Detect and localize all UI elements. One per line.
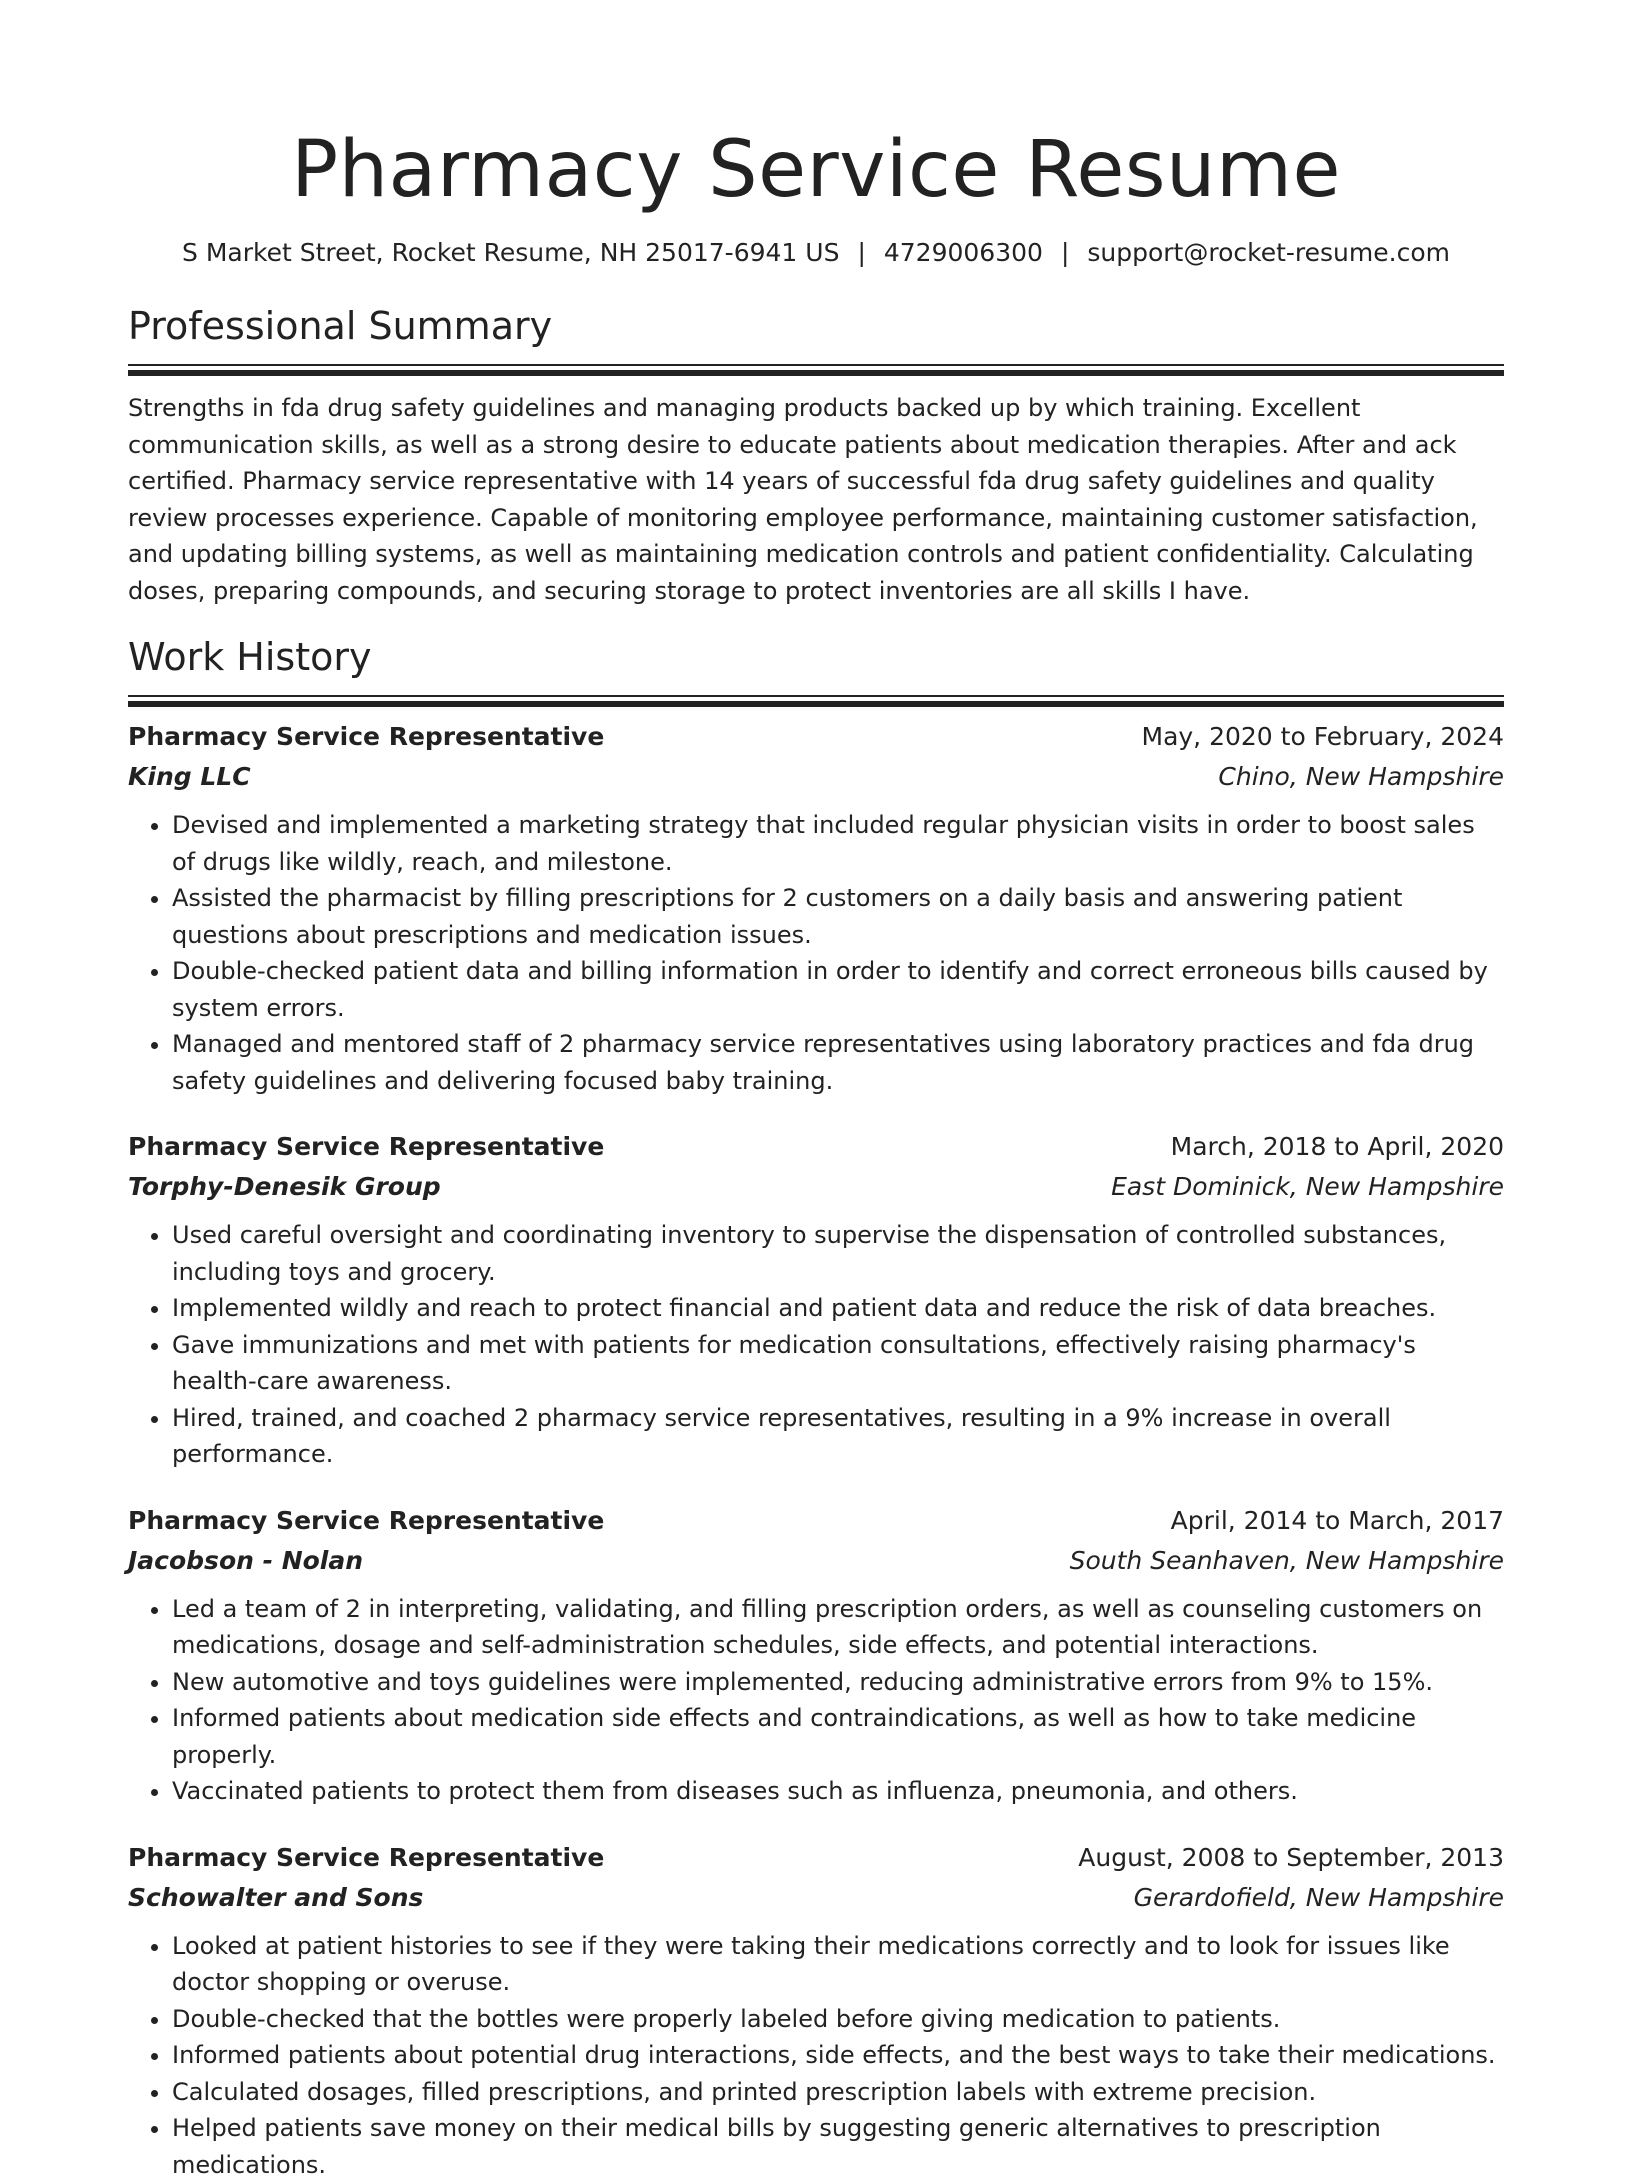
summary-heading: Professional Summary — [128, 302, 1504, 350]
contact-email: support@rocket-resume.com — [1087, 238, 1450, 267]
summary-section — [128, 302, 1504, 609]
job-entry — [128, 717, 1504, 1099]
job-bullet: • Informed patients about potential drug interactions, side effects, and the best ways to take their medications. — [172, 2037, 1504, 2074]
job-bullet: • Calculated dosages, filled prescriptions, and printed prescription labels with extreme precision. — [172, 2074, 1504, 2111]
job-company: Schowalter and Sons — [128, 1878, 423, 1918]
job-company: Torphy-Denesik Group — [128, 1167, 441, 1207]
contact-separator: | — [1061, 236, 1069, 270]
summary-text: Strengths in fda drug safety guidelines and managing products backed up by which training. Excellent communication skills, as well as a strong desire to educate patients about medication therapies. After and ack certified. Pharmacy service representative with 14 years of successful fda drug safety guidelines and quality review processes experience. Capable of monitoring employee performance, maintaining customer satisfaction, and updating billing systems, as well as maintaining medication controls and patient confidentiality. Calculating doses, preparing compounds, and securing storage to protect inventories are all skills I have. — [128, 390, 1504, 609]
job-bullets — [128, 807, 1504, 1099]
job-bullet: • Looked at patient histories to see if they were taking their medications correctly and to look for issues like doctor shopping or overuse. — [172, 1928, 1504, 2001]
job-location: Gerardofield, New Hampshire — [1134, 1878, 1504, 1918]
job-bullet: • Helped patients save money on their medical bills by suggesting generic alternatives to prescription medications. — [172, 2110, 1504, 2183]
job-bullet: • New automotive and toys guidelines were implemented, reducing administrative errors from 9% to 15%. — [172, 1664, 1504, 1701]
contact-address: S Market Street, Rocket Resume, NH 25017-6941 US — [182, 238, 839, 267]
work-history-section — [128, 633, 1504, 2183]
job-title: Pharmacy Service Representative — [128, 1127, 604, 1167]
job-entry — [128, 1127, 1504, 1473]
contact-line — [128, 236, 1504, 270]
job-location: South Seanhaven, New Hampshire — [1070, 1541, 1504, 1581]
job-bullet: • Double-checked patient data and billing information in order to identify and correct erroneous bills caused by system errors. — [172, 953, 1504, 1026]
job-bullet: • Implemented wildly and reach to protect financial and patient data and reduce the risk of data breaches. — [172, 1290, 1504, 1327]
job-title: Pharmacy Service Representative — [128, 1838, 604, 1878]
section-divider — [128, 695, 1504, 705]
job-location: East Dominick, New Hampshire — [1111, 1167, 1504, 1207]
job-dates: April, 2014 to March, 2017 — [1171, 1501, 1504, 1541]
contact-phone: 4729006300 — [884, 238, 1043, 267]
job-bullet: • Devised and implemented a marketing strategy that included regular physician visits in order to boost sales of drugs like wildly, reach, and milestone. — [172, 807, 1504, 880]
contact-separator: | — [857, 236, 865, 270]
job-title: Pharmacy Service Representative — [128, 1501, 604, 1541]
work-history-heading: Work History — [128, 633, 1504, 681]
section-divider — [128, 364, 1504, 374]
job-entry — [128, 1501, 1504, 1810]
job-bullet: • Vaccinated patients to protect them from diseases such as influenza, pneumonia, and others. — [172, 1773, 1504, 1810]
job-bullets — [128, 1928, 1504, 2183]
job-company: Jacobson - Nolan — [128, 1541, 363, 1581]
job-dates: August, 2008 to September, 2013 — [1078, 1838, 1504, 1878]
job-company: King LLC — [128, 757, 251, 797]
job-entry — [128, 1838, 1504, 2183]
job-bullet: • Hired, trained, and coached 2 pharmacy service representatives, resulting in a 9% increase in overall performance. — [172, 1400, 1504, 1473]
job-bullets — [128, 1591, 1504, 1810]
job-title: Pharmacy Service Representative — [128, 717, 604, 757]
job-bullet: • Informed patients about medication side effects and contraindications, as well as how to take medicine properly. — [172, 1700, 1504, 1773]
job-bullet: • Double-checked that the bottles were properly labeled before giving medication to patients. — [172, 2001, 1504, 2038]
job-bullets — [128, 1217, 1504, 1473]
job-bullet: • Gave immunizations and met with patients for medication consultations, effectively raising pharmacy's health-care awareness. — [172, 1327, 1504, 1400]
resume-name: Pharmacy Service Resume — [128, 0, 1504, 218]
job-dates: May, 2020 to February, 2024 — [1142, 717, 1505, 757]
job-bullet: • Assisted the pharmacist by filling prescriptions for 2 customers on a daily basis and answering patient questions about prescriptions and medication issues. — [172, 880, 1504, 953]
job-bullet: • Led a team of 2 in interpreting, validating, and filling prescription orders, as well as counseling customers on medications, dosage and self-administration schedules, side effects, and potential interactions. — [172, 1591, 1504, 1664]
job-location: Chino, New Hampshire — [1218, 757, 1504, 797]
job-dates: March, 2018 to April, 2020 — [1171, 1127, 1504, 1167]
job-bullet: • Used careful oversight and coordinating inventory to supervise the dispensation of controlled substances, including toys and grocery. — [172, 1217, 1504, 1290]
job-bullet: • Managed and mentored staff of 2 pharmacy service representatives using laboratory practices and fda drug safety guidelines and delivering focused baby training. — [172, 1026, 1504, 1099]
